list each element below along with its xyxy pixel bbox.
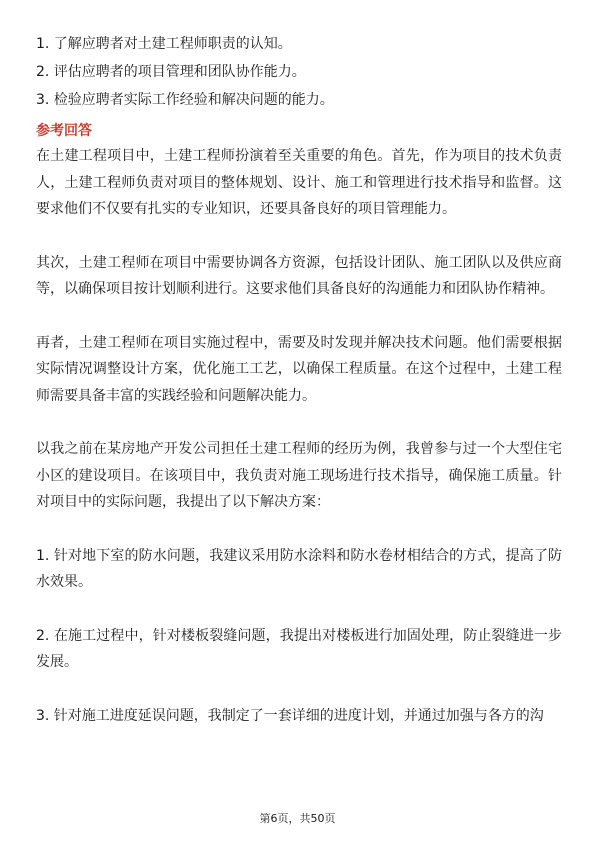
paragraph-problem-solving: 再者，土建工程师在项目实施过程中，需要及时发现并解决技术问题。他们需要根据实际情况调整设计方案，优化施工工艺，以确保工程质量。在这个过程中，土建工程师需要具备丰富的实践经验和问题解决能力。	[36, 334, 562, 404]
answer-heading: 参考回答	[36, 123, 92, 139]
goal-item-1: 1. 了解应聘者对土建工程师职责的认知。	[36, 36, 292, 52]
document-page	[36, 34, 562, 756]
paragraph-coordination: 其次，土建工程师在项目中需要协调各方资源，包括设计团队、施工团队以及供应商等，以确保项目按计划顺利进行。这要求他们具备良好的沟通能力和团队协作精神。	[36, 254, 562, 297]
page-number-footer: 第6页，共50页	[259, 812, 336, 825]
paragraph-experience: 以我之前在某房地产开发公司担任土建工程师的经历为例，我曾参与过一个大型住宅小区的建设项目。在该项目中，我负责对施工现场进行技术指导，确保施工质量。针对项目中的实际问题，我提出了以下解决方案：	[36, 441, 562, 510]
goal-item-2: 2. 评估应聘者的项目管理和团队协作能力。	[36, 64, 306, 80]
solution-item-3: 3. 针对施工进度延误问题，我制定了一套详细的进度计划，并通过加强与各方的沟	[36, 707, 544, 724]
solution-item-1: 1. 针对地下室的防水问题，我建议采用防水涂料和防水卷材相结合的方式，提高了防水效果。	[36, 547, 562, 590]
goal-item-3: 3. 检验应聘者实际工作经验和解决问题的能力。	[36, 92, 334, 108]
solution-item-2: 2. 在施工过程中，针对楼板裂缝问题，我提出对楼板进行加固处理，防止裂缝进一步发展。	[36, 627, 562, 670]
paragraph-role: 在土建工程项目中，土建工程师扮演着至关重要的角色。首先，作为项目的技术负责人，土建工程师负责对项目的整体规划、设计、施工和管理进行技术指导和监督。这要求他们不仅要有扎实的专业知识，还要具备良好的项目管理能力。	[36, 148, 562, 217]
